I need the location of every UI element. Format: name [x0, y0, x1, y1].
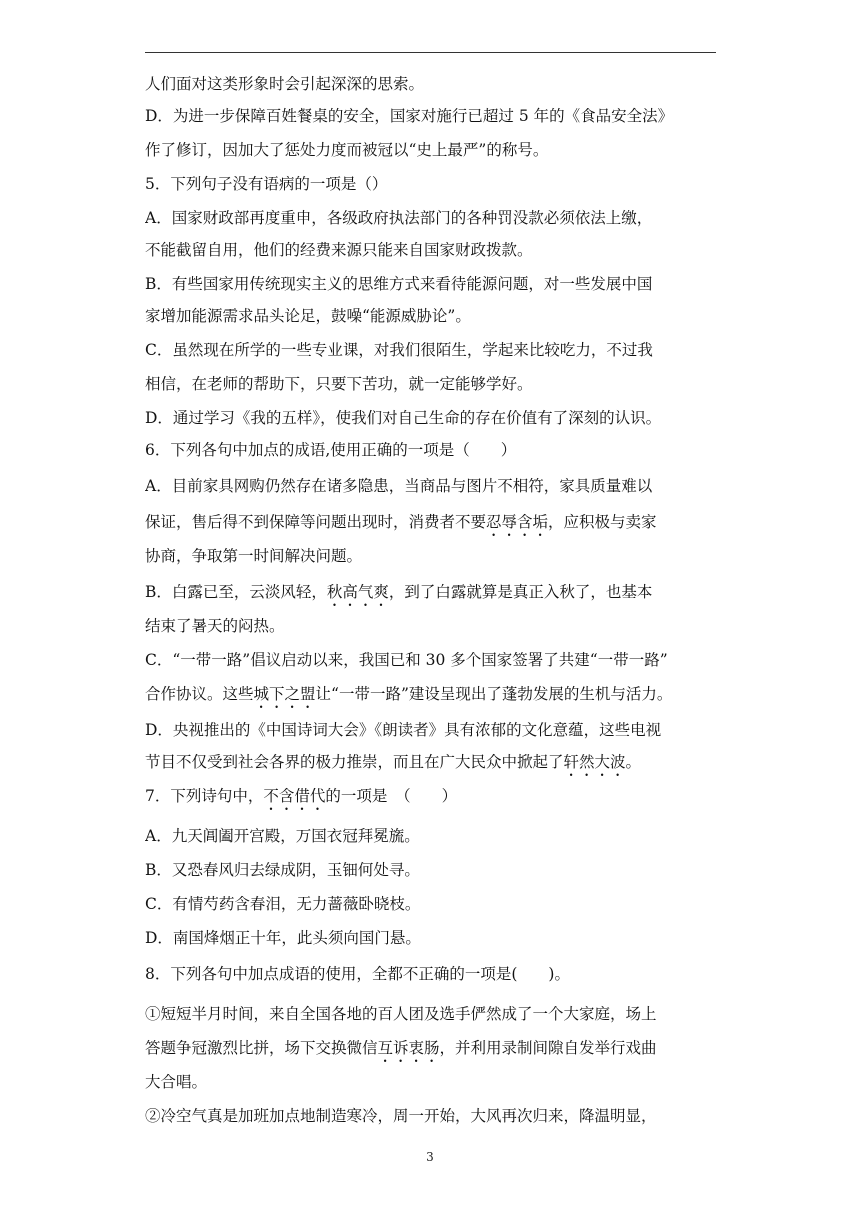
page-number: 3 — [426, 1150, 434, 1164]
text-line: D．南国烽烟正十年，此头须向国门悬。 — [145, 929, 421, 947]
text-line: ②冷空气真是加班加点地制造寒冷，周一开始，大风再次归来，降温明显， — [145, 1107, 657, 1125]
dotted-idiom: 不含借代 — [263, 787, 326, 805]
text-line — [145, 752, 725, 780]
text-line: 8．下列各句中加点成语的使用，全都不正确的一项是( )。 — [145, 965, 570, 983]
line-text-before: 合作协议。这些 — [145, 685, 254, 703]
text-line: B．又恐春风归去绿成阴，玉钿何处寻。 — [145, 861, 420, 879]
line-text-after: ，应积极与卖家 — [548, 513, 657, 531]
line-text-after: ，并利用录制间隙自发举行戏曲 — [439, 1039, 657, 1057]
line-text-after: 。 — [625, 753, 642, 771]
text-line: 不能截留自用，他们的经费来源只能来自国家财政拨款。 — [145, 241, 533, 259]
text-line: D．为进一步保障百姓餐桌的安全，国家对施行已超过 5 年的《食品安全法》 — [145, 107, 674, 125]
line-text-before: 保证，售后得不到保障等问题出现时，消费者不要 — [145, 513, 487, 531]
text-line: 6．下列各句中加点的成语,使用正确的一项是（ ） — [145, 441, 517, 459]
text-line: A．九天阊阖开宫殿，万国衣冠拜冕旒。 — [145, 827, 420, 845]
line-text-after: ，到了白露就算是真正入秋了，也基本 — [388, 583, 653, 601]
text-line: 家增加能源需求品头论足，鼓噪“能源威胁论”。 — [145, 307, 471, 325]
line-text-after: 让“一带一路”建设呈现出了蓬勃发展的生机与活力。 — [315, 685, 673, 703]
text-line — [145, 786, 725, 814]
text-line — [145, 684, 725, 712]
header-rule — [145, 52, 716, 53]
dotted-idiom: 互诉衷肠 — [377, 1039, 440, 1057]
dotted-idiom: 城下之盟 — [253, 685, 316, 703]
text-line: D．通过学习《我的五样》，使我们对自己生命的存在价值有了深刻的认识。 — [145, 409, 662, 427]
text-line: A．目前家具网购仍然存在诸多隐患，当商品与图片不相符，家具质量难以 — [145, 477, 653, 495]
line-text-before: B．白露已至，云淡风轻， — [145, 583, 327, 601]
text-line: C．有情芍药含春泪，无力蔷薇卧晓枝。 — [145, 895, 421, 913]
text-line — [145, 512, 725, 540]
text-line — [145, 582, 725, 610]
text-line: B．有些国家用传统现实主义的思维方式来看待能源问题，对一些发展中国 — [145, 275, 653, 293]
text-line: 相信，在老师的帮助下，只要下苦功，就一定能够学好。 — [145, 375, 533, 393]
text-line: A．国家财政部再度重申，各级政府执法部门的各种罚没款必须依法上缴， — [145, 209, 653, 227]
text-line — [145, 1038, 725, 1066]
line-text-before: 7．下列诗句中， — [145, 787, 264, 805]
text-line: 大合唱。 — [145, 1073, 208, 1091]
text-line: C．虽然现在所学的一些专业课，对我们很陌生，学起来比较吃力，不过我 — [145, 341, 653, 359]
text-line: 5．下列句子没有语病的一项是（） — [145, 175, 388, 193]
dotted-idiom: 秋高气爽 — [326, 583, 389, 601]
line-text-after: 的一项是 （ ） — [325, 787, 458, 805]
line-text-before: 答题争冠激烈比拼，场下交换微信 — [145, 1039, 378, 1057]
line-text-before: 节目不仅受到社会各界的极力推崇，而且在广大民众中掀起了 — [145, 753, 564, 771]
text-line: 作了修订，因加大了惩处力度而被冠以“史上最严”的称号。 — [145, 141, 549, 159]
dotted-idiom: 忍辱含垢 — [486, 513, 549, 531]
text-line: 人们面对这类形象时会引起深深的思索。 — [145, 75, 425, 93]
dotted-idiom: 轩然大波 — [563, 753, 626, 771]
text-line: D．央视推出的《中国诗词大会》《朗读者》具有浓郁的文化意蕴，这些电视 — [145, 721, 662, 739]
text-line: C．“一带一路”倡议启动以来，我国已和 30 多个国家签署了共建“一带一路” — [145, 651, 668, 669]
text-line: ①短短半月时间，来自全国各地的百人团及选手俨然成了一个大家庭，场上 — [145, 1005, 657, 1023]
text-line: 结束了暑天的闷热。 — [145, 617, 285, 635]
text-line: 协商，争取第一时间解决问题。 — [145, 547, 363, 565]
